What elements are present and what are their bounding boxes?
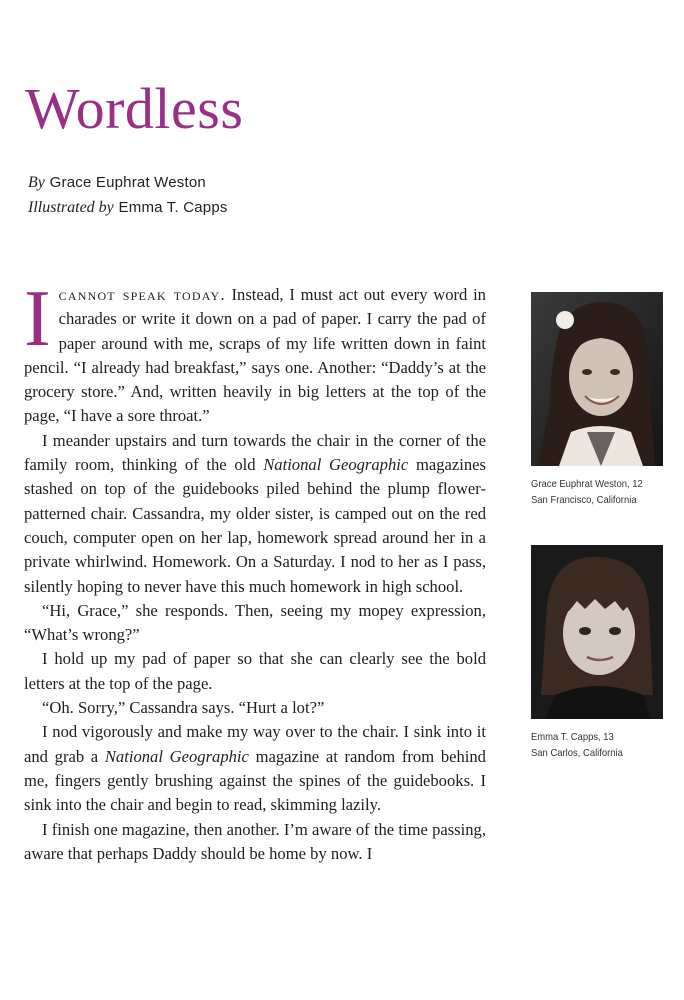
- story-paragraph: I hold up my pad of paper so that she can clearly see the bold letters at the top of the page.: [24, 649, 486, 693]
- caption-place: San Carlos, California: [531, 747, 623, 759]
- illustrated-prefix: Illustrated by: [28, 199, 114, 216]
- story-paragraph: [24, 720, 486, 817]
- drop-cap: I: [24, 275, 51, 363]
- author-portrait-illustration: [531, 292, 663, 466]
- byline-block: [28, 170, 228, 220]
- magazine-title: National Geographic: [263, 455, 409, 475]
- story-paragraph: [24, 429, 486, 599]
- illustrator-portrait-illustration: [531, 545, 663, 719]
- story-paragraph: “Hi, Grace,” she responds. Then, seeing my mopey expression, “What’s wrong?”: [24, 600, 486, 645]
- caption-name: Emma T. Capps, 13: [531, 731, 614, 743]
- opening-smallcaps: cannot speak today.: [58, 285, 226, 304]
- author-line: [28, 170, 228, 195]
- illustrator-line: [28, 195, 228, 220]
- paragraph-text: magazines stashed on top of the guidebooks piled behind the plump flower-patterned chair. Cassandra, my older sister, is camped out on the red couch, computer open on her lap, homework spread around her in a private whirlwind. Homework. On a Saturday. I nod to her as I pass, silently hoping to never have this much homework in high school.: [24, 455, 486, 596]
- illustrator-name: Emma T. Capps: [118, 199, 228, 216]
- story-title: Wordless: [25, 76, 244, 141]
- story-paragraph: I finish one magazine, then another. I’m aware of the time passing, aware that perhaps Daddy should be home by now. I: [24, 819, 486, 863]
- story-paragraph: “Oh. Sorry,” Cassandra says. “Hurt a lot?”: [42, 698, 325, 718]
- paragraph-text: I meander upstairs and turn towards the chair in the corner of the family room, thinking of the old: [24, 430, 486, 475]
- illustrator-photo: [531, 545, 663, 719]
- author-photo: [531, 292, 663, 466]
- illustrator-photo-caption: [531, 729, 657, 761]
- by-prefix: By: [28, 174, 45, 191]
- author-photo-caption: [531, 476, 657, 508]
- story-body: [24, 275, 486, 866]
- paragraph-text: I nod vigorously and make my way over to the chair. I sink into it and grab a: [24, 722, 486, 766]
- caption-name: Grace Euphrat Weston, 12: [531, 478, 643, 490]
- magazine-title: National Geographic: [104, 746, 249, 766]
- story-paragraph: [24, 275, 486, 429]
- paragraph-text: Instead, I must act out every word in charades or write it down on a pad of paper. I carry the pad of paper around with me, scraps of my life written down in faint pencil. “I already had breakfast,” says one. Another: “Daddy’s at the grocery store.” And, written heavily in big letters at the top of the page, “I have a sore throat.”: [24, 285, 486, 426]
- paragraph-text: magazine at random from behind me, fingers gently brushing against the spines of the guidebooks. I sink into the chair and begin to read, skimming lazily.: [24, 746, 486, 815]
- author-name: Grace Euphrat Weston: [49, 174, 206, 191]
- caption-place: San Francisco, California: [531, 494, 637, 506]
